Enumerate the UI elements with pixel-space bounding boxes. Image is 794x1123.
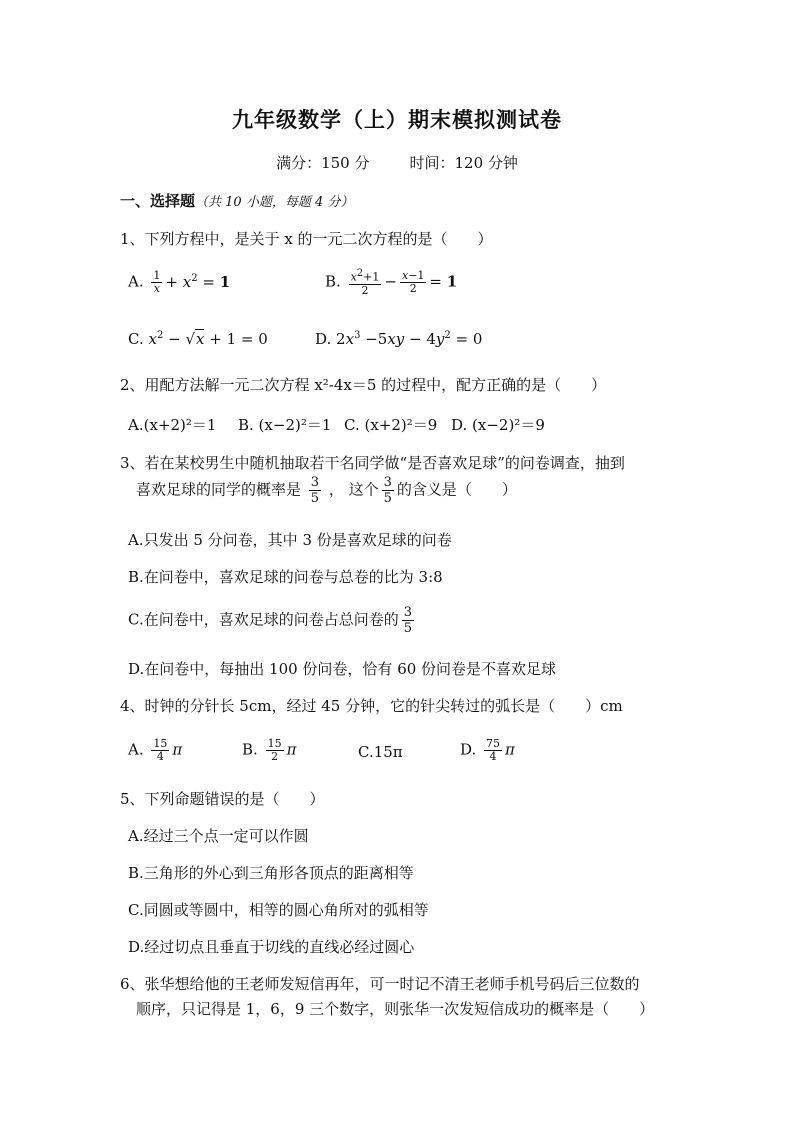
q4-a-fraction: $\frac{15}{4}$: [153, 737, 168, 763]
q4-option-b: B. $\frac{15}{2}$ π: [242, 737, 297, 763]
q1-option-a: A. $\frac{1}{x}$ + $x^2 = 1$: [128, 269, 231, 295]
question-5-stem: 5、下列命题错误的是（ ）: [120, 790, 325, 808]
q2-option-d: D. (x−2)²＝9: [451, 416, 545, 434]
q1-b-fraction-2: $\frac{x-1}{2}$: [401, 268, 425, 295]
q1-option-d: D. $2x^3 -5xy - 4y^2 = 0$: [315, 330, 483, 348]
q2-option-a: A.(x+2)²＝1: [128, 416, 217, 434]
q3-fraction-2: $\frac{3}{5}$: [383, 475, 392, 506]
q3-option-c: C.在问卷中，喜欢足球的问卷占总问卷的 $\frac{3}{5}$: [128, 605, 412, 636]
question-4-stem: 4、时钟的分针长 5cm，经过 45 分钟，它的针尖转过的弧长是（ ）cm: [120, 697, 623, 715]
section-heading: [120, 190, 353, 211]
q3-option-a: A.只发出 5 分问卷，其中 3 份是喜欢足球的问卷: [128, 531, 452, 549]
q1-a-fraction: $\frac{1}{x}$: [153, 269, 161, 295]
section-title: 一、选择题: [120, 192, 196, 210]
q2-option-c: C. (x+2)²＝9: [344, 416, 438, 434]
question-6-stem-line2: 顺序，只记得是 1，6，9 三个数字，则张华一次发短信成功的概率是（ ）: [136, 1000, 655, 1018]
q4-option-d: D. $\frac{75}{4}$ π: [460, 737, 515, 763]
q3-c-fraction: $\frac{3}{5}$: [403, 605, 412, 636]
question-1-stem: 1、下列方程中，是关于 x 的一元二次方程的是（ ）: [120, 230, 493, 248]
q4-d-fraction: $\frac{75}{4}$: [486, 737, 501, 763]
score-line: [0, 152, 794, 173]
q4-option-c: C.15π: [358, 743, 403, 761]
q4-option-a: A. $\frac{15}{4}$ π: [128, 737, 183, 763]
time-limit: 时间：120 分钟: [409, 154, 518, 172]
q2-option-b: B. (x−2)²＝1: [238, 416, 332, 434]
q1-option-c: C. $x^2 - √x + 1 = 0$: [128, 330, 268, 348]
question-3-stem-line2: 喜欢足球的同学的概率是 $\frac{3}{5}$ ， 这个 $\frac{3}{5}$ 的含义是（ ）: [136, 475, 517, 506]
full-score: 满分：150 分: [276, 154, 370, 172]
q3-option-b: B.在问卷中，喜欢足球的问卷与总卷的比为 3:8: [128, 568, 443, 586]
q5-option-b: B.三角形的外心到三角形各顶点的距离相等: [128, 864, 414, 882]
section-note: （共 10 小题，每题 4 分）: [195, 195, 354, 210]
q1-b-fraction-1: $\frac{x^2+1}{2}$: [350, 268, 380, 297]
page-title: 九年级数学（上）期末模拟测试卷: [232, 107, 562, 132]
q3-option-d: D.在问卷中，每抽出 100 份问卷，恰有 60 份问卷是不喜欢足球: [128, 660, 557, 678]
q5-option-d: D.经过切点且垂直于切线的直线必经过圆心: [128, 938, 415, 956]
q3-fraction-1: $\frac{3}{5}$: [310, 475, 320, 506]
q1-option-b: B. $\frac{x^2+1}{2}$ − $\frac{x-1}{2}$ = 1: [325, 268, 458, 297]
question-3-stem-line1: 3、若在某校男生中随机抽取若干名同学做“是否喜欢足球”的问卷调查，抽到: [120, 454, 625, 472]
question-6-stem-line1: 6、张华想给他的王老师发短信再年，可一时记不清王老师手机号码后三位数的: [120, 975, 640, 993]
q5-option-c: C.同圆或等圆中，相等的圆心角所对的弧相等: [128, 901, 429, 919]
q4-b-fraction: $\frac{15}{2}$: [267, 737, 282, 763]
q5-option-a: A.经过三个点一定可以作圆: [128, 827, 309, 845]
question-2-stem: 2、用配方法解一元二次方程 x²-4x＝5 的过程中，配方正确的是（ ）: [120, 376, 607, 394]
